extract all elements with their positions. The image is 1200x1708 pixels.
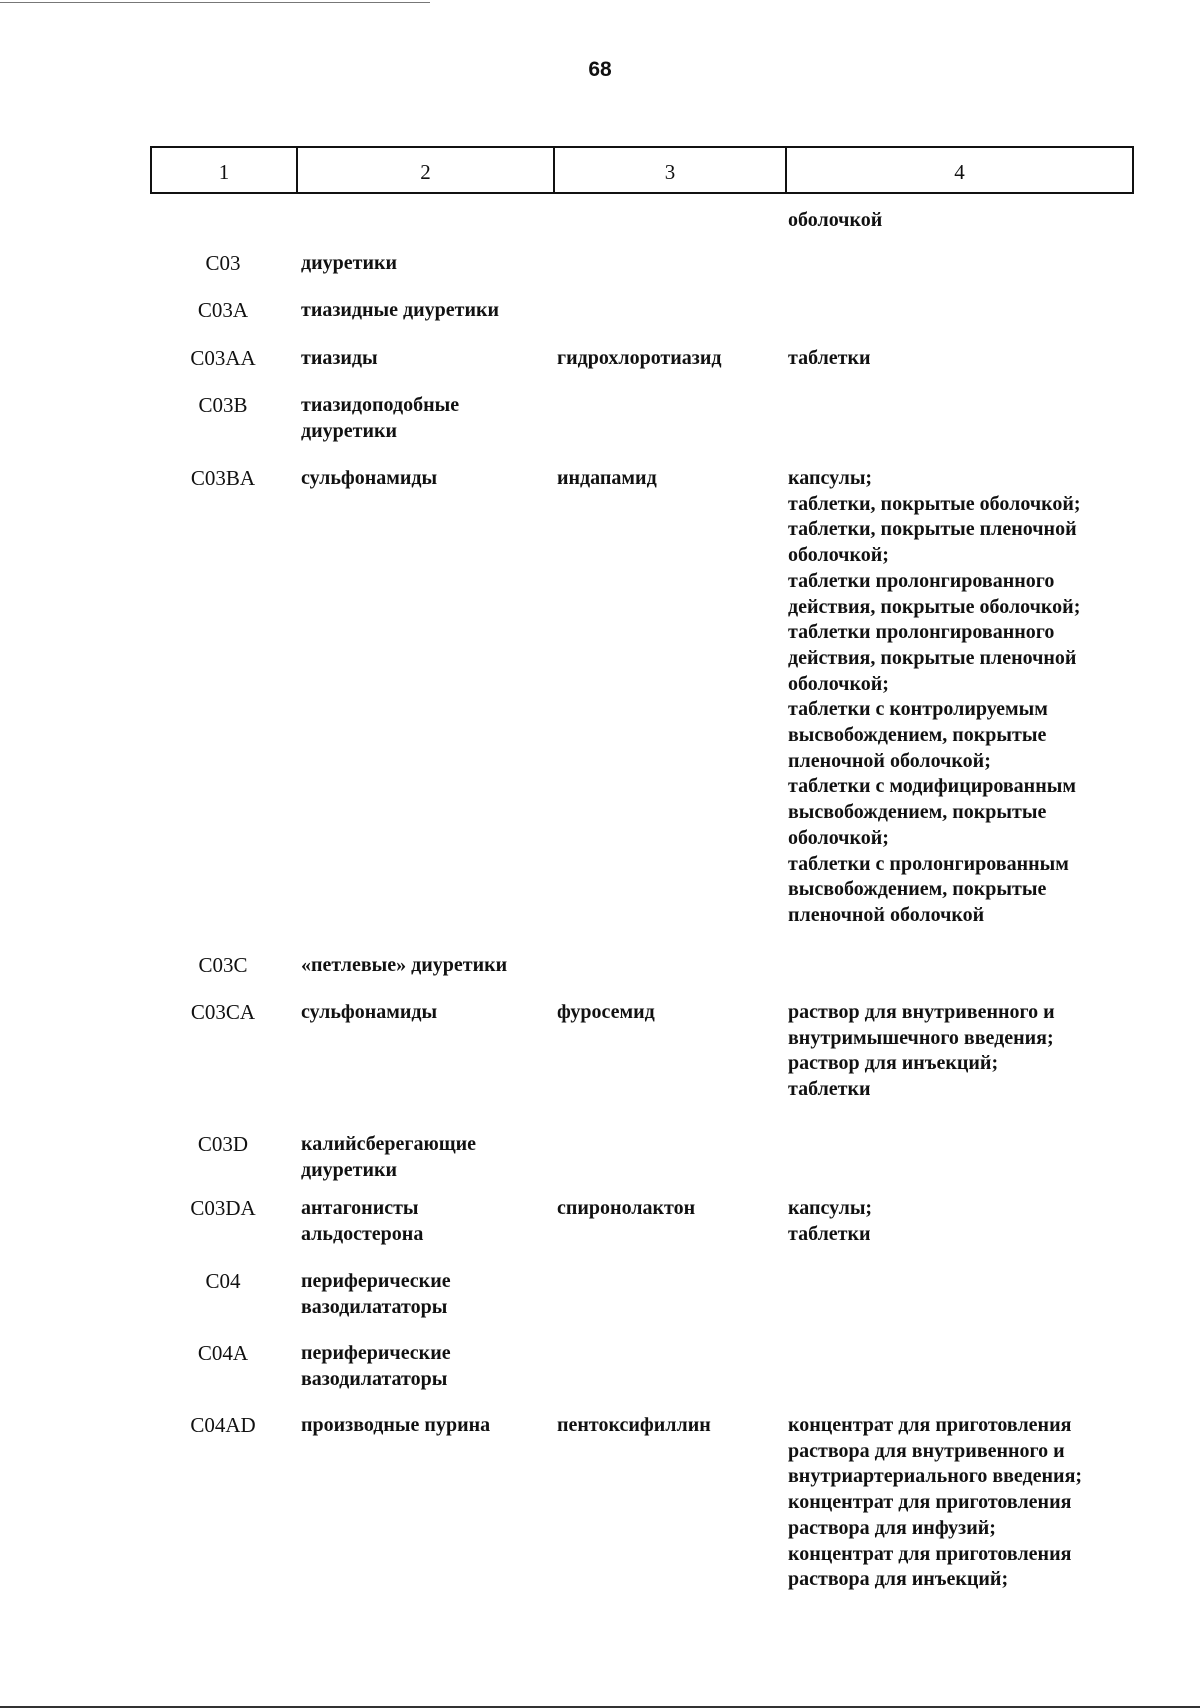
dosage-forms-line: концентрат для приготовления: [788, 1542, 1072, 1565]
atc-code: C04AD: [190, 1413, 256, 1437]
substance-name: [557, 466, 782, 492]
column-header-3: 3: [555, 148, 787, 192]
group-name-line: диуретики: [301, 252, 398, 274]
group-name-line: диуретики: [301, 419, 398, 442]
substance-name-line: гидрохлоротиазид: [557, 347, 722, 369]
dosage-forms-line: оболочкой;: [788, 544, 889, 567]
dosage-forms-line: действия, покрытые пленочной: [788, 646, 1077, 669]
dosage-forms-line: высвобождением, покрытые: [788, 878, 1047, 901]
dosage-forms-line: таблетки с модифицированным: [788, 775, 1076, 798]
atc-code: C03C: [198, 953, 248, 977]
substance-name: [557, 346, 782, 372]
group-name-line: альдостерона: [301, 1222, 424, 1245]
atc-code: C03: [205, 251, 241, 275]
dosage-forms-line: таблетки пролонгированного: [788, 569, 1055, 592]
substance-name: [557, 1000, 782, 1026]
group-name-line: сульфонамиды: [301, 1001, 438, 1023]
group-name: [301, 1269, 551, 1320]
dosage-forms-line: концентрат для приготовления: [788, 1414, 1072, 1436]
dosage-forms-line: раствора для внутривенного и: [788, 1439, 1065, 1462]
column-header-4: 4: [954, 160, 965, 184]
atc-code: C04A: [197, 1341, 249, 1365]
atc-code: C03A: [197, 298, 249, 322]
dosage-forms: [788, 1413, 1134, 1593]
group-name: [301, 346, 551, 372]
dosage-forms-line: высвобождением, покрытые: [788, 724, 1047, 747]
dosage-forms-line: оболочкой;: [788, 672, 889, 695]
scan-edge-top: [0, 2, 430, 3]
substance-name-line: пентоксифиллин: [557, 1414, 711, 1436]
dosage-forms-line: пленочной оболочкой: [788, 903, 985, 926]
dosage-forms-line: внутримышечного введения;: [788, 1026, 1054, 1049]
dosage-forms-line: таблетки с контролируемым: [788, 698, 1048, 721]
dosage-forms-line: таблетки, покрытые оболочкой;: [788, 492, 1081, 515]
substance-name-line: спиронолактон: [557, 1197, 696, 1219]
column-header-1: 1: [152, 148, 298, 192]
group-name: [301, 1132, 551, 1183]
dosage-forms: [788, 208, 1134, 234]
dosage-forms: [788, 466, 1134, 929]
group-name: [301, 251, 551, 277]
group-name-line: диуретики: [301, 1158, 398, 1181]
group-name-line: тиазидоподобные: [301, 394, 460, 416]
atc-code: C03B: [198, 393, 248, 417]
group-name-line: тиазиды: [301, 347, 378, 369]
group-name-line: периферические: [301, 1270, 451, 1292]
group-name-line: «петлевые» диуретики: [301, 954, 508, 976]
dosage-forms-line: таблетки пролонгированного: [788, 621, 1055, 644]
substance-name: [557, 1413, 782, 1439]
dosage-forms-line: капсулы;: [788, 1197, 873, 1219]
group-name: [301, 393, 551, 444]
atc-code: C04: [205, 1269, 241, 1293]
group-name-line: тиазидные диуретики: [301, 299, 500, 321]
dosage-forms-line: пленочной оболочкой;: [788, 749, 991, 772]
column-header-row: [150, 146, 1134, 194]
dosage-forms-line: капсулы;: [788, 467, 873, 489]
atc-code: C03DA: [190, 1196, 256, 1220]
substance-name-line: индапамид: [557, 467, 657, 489]
group-name-line: антагонисты: [301, 1197, 419, 1219]
dosage-forms-line: оболочкой: [788, 209, 883, 231]
dosage-forms-line: таблетки: [788, 1222, 871, 1245]
dosage-forms-line: раствор для инъекций;: [788, 1052, 999, 1075]
atc-code: C03D: [197, 1132, 249, 1156]
group-name-line: калийсберегающие: [301, 1133, 477, 1155]
group-name: [301, 1413, 551, 1439]
group-name: [301, 466, 551, 492]
page-number: 68: [588, 58, 612, 81]
group-name-line: вазодилататоры: [301, 1295, 448, 1318]
dosage-forms-line: раствора для инъекций;: [788, 1568, 1009, 1591]
group-name-line: вазодилататоры: [301, 1367, 448, 1390]
group-name-line: производные пурина: [301, 1414, 491, 1436]
dosage-forms-line: таблетки: [788, 347, 871, 369]
dosage-forms-line: внутриартериального введения;: [788, 1465, 1083, 1488]
group-name-line: периферические: [301, 1342, 451, 1364]
dosage-forms: [788, 1196, 1134, 1247]
dosage-forms-line: оболочкой;: [788, 826, 889, 849]
group-name: [301, 1000, 551, 1026]
dosage-forms-line: раствор для внутривенного и: [788, 1001, 1055, 1023]
atc-code: C03CA: [190, 1000, 256, 1024]
dosage-forms-line: раствора для инфузий;: [788, 1516, 996, 1539]
column-header-2: 2: [298, 148, 555, 192]
group-name: [301, 298, 551, 324]
substance-name-line: фуросемид: [557, 1001, 655, 1023]
group-name: [301, 953, 551, 979]
substance-name: [557, 1196, 782, 1222]
dosage-forms-line: таблетки, покрытые пленочной: [788, 518, 1077, 541]
dosage-forms-line: действия, покрытые оболочкой;: [788, 595, 1081, 618]
atc-code: C03BA: [190, 466, 256, 490]
group-name: [301, 1196, 551, 1247]
atc-code: C03AA: [190, 346, 256, 370]
dosage-forms: [788, 1000, 1134, 1103]
dosage-forms-line: таблетки с пролонгированным: [788, 852, 1069, 875]
group-name: [301, 1341, 551, 1392]
dosage-forms-line: концентрат для приготовления: [788, 1491, 1072, 1514]
dosage-forms-line: высвобождением, покрытые: [788, 801, 1047, 824]
group-name-line: сульфонамиды: [301, 467, 438, 489]
dosage-forms-line: таблетки: [788, 1078, 871, 1101]
dosage-forms: [788, 346, 1134, 372]
